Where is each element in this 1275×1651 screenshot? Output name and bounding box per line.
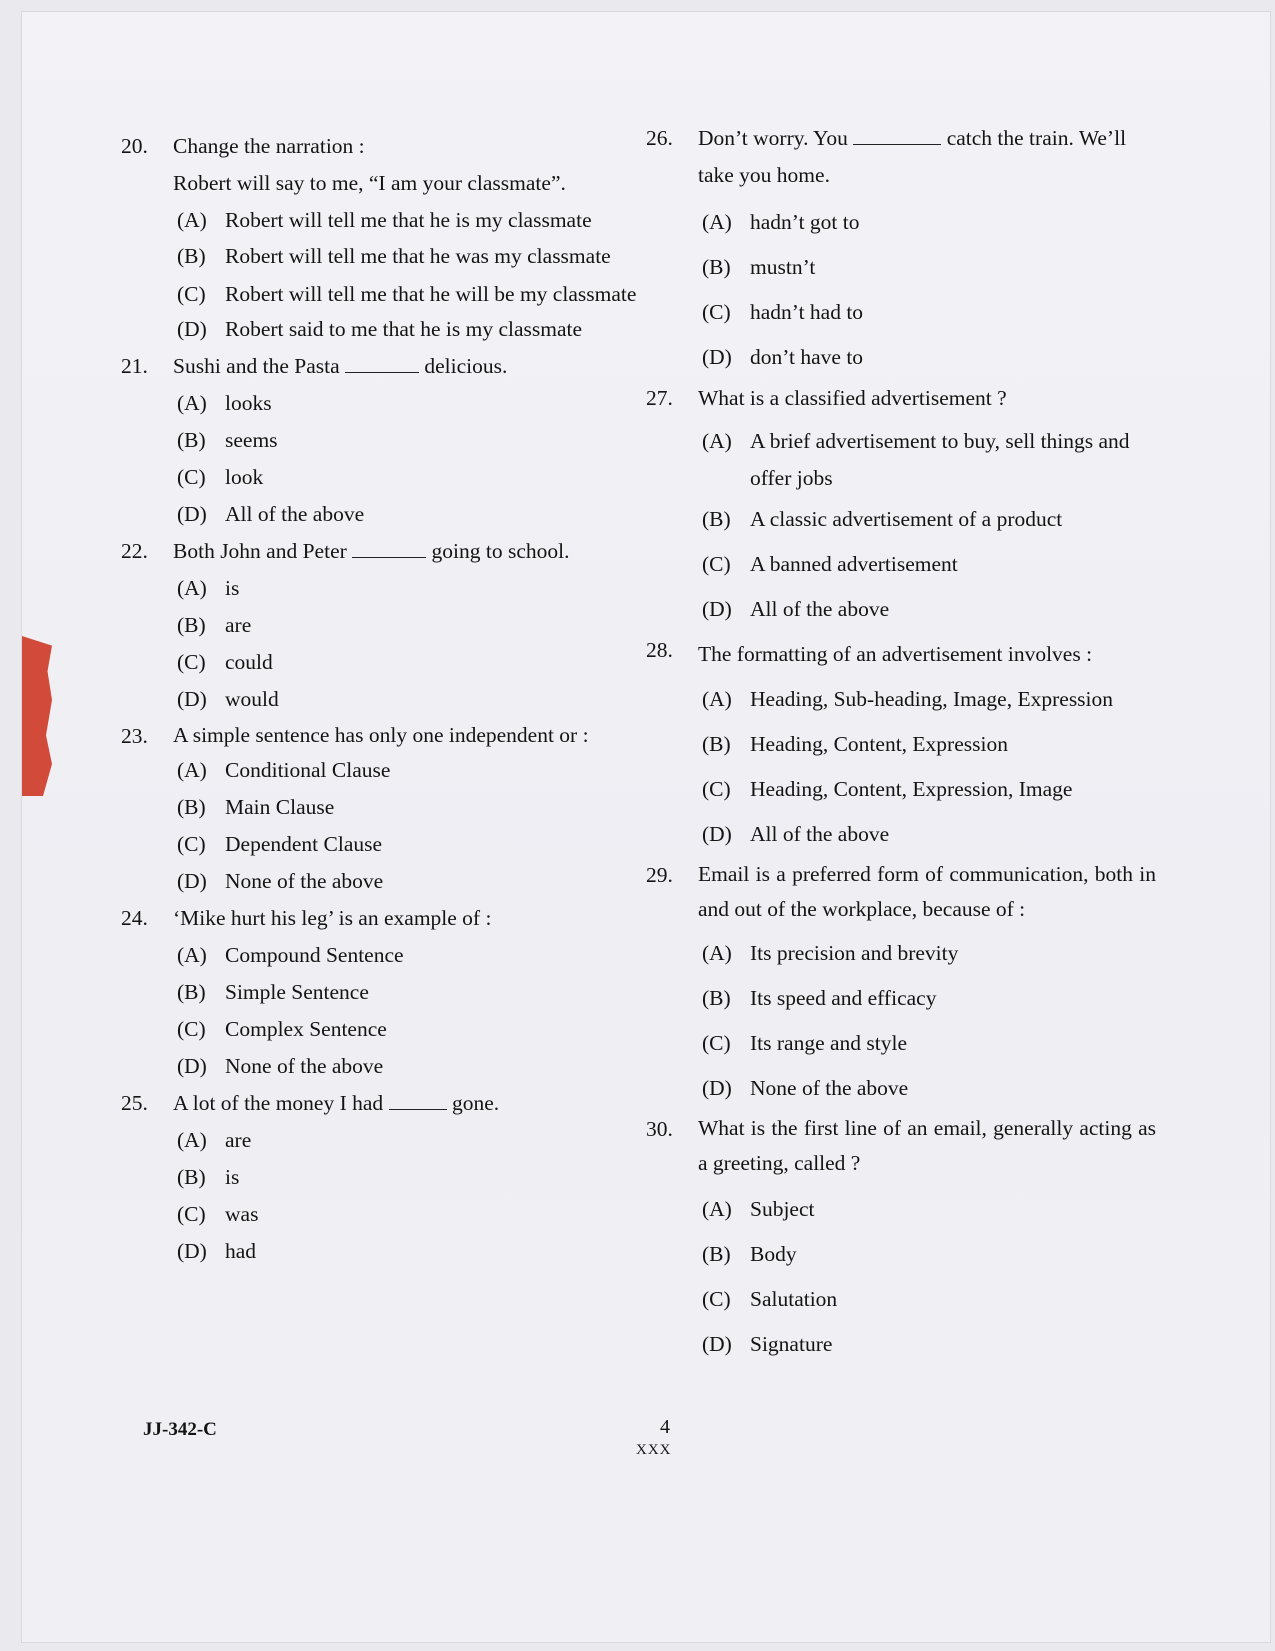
option-text: All of the above (750, 597, 890, 621)
option-label: (A) (702, 429, 732, 453)
question-number: 25. (121, 1091, 148, 1115)
option-label: (A) (702, 1197, 732, 1221)
question-20 (121, 128, 661, 348)
option-text: Robert will tell me that he was my classmate (225, 244, 611, 268)
question-25 (121, 1085, 661, 1270)
option-d (702, 812, 1156, 857)
option-label: (D) (702, 1076, 732, 1100)
option-label: (D) (177, 1239, 207, 1263)
option-text: hadn’t had to (750, 300, 864, 324)
question-number: 23. (121, 724, 148, 748)
stem-part: going to school. (431, 539, 570, 563)
option-c (177, 644, 661, 681)
option-b (702, 497, 1156, 542)
option-a (702, 931, 1156, 976)
option-a (177, 1122, 661, 1159)
option-a (702, 1187, 1156, 1232)
option-text: Signature (750, 1332, 833, 1356)
question-number: 30. (646, 1117, 673, 1141)
question-number: 21. (121, 354, 148, 378)
option-a (177, 752, 661, 789)
option-text: Heading, Content, Expression (750, 732, 1008, 756)
option-label: (D) (702, 822, 732, 846)
answer-blank (389, 1091, 447, 1110)
option-b (702, 976, 1156, 1021)
question-stem: What is the first line of an email, generally acting as a greeting, called ? (698, 1116, 1156, 1175)
option-text: Complex Sentence (225, 1017, 387, 1041)
question-30 (646, 1111, 1156, 1367)
option-label: (C) (177, 832, 206, 856)
option-b (702, 245, 1156, 290)
option-a (702, 423, 1156, 497)
option-label: (C) (177, 650, 206, 674)
stem-part: gone. (451, 1091, 500, 1115)
option-text: are (225, 613, 252, 637)
question-24 (121, 900, 661, 1085)
option-text: A banned advertisement (750, 552, 958, 576)
option-label: (D) (702, 1332, 732, 1356)
question-27 (646, 380, 1156, 632)
option-text: Heading, Content, Expression, Image (750, 777, 1073, 801)
option-label: (B) (177, 795, 206, 819)
option-text: Its precision and brevity (750, 941, 959, 965)
question-number: 28. (646, 638, 673, 662)
option-d (702, 1322, 1156, 1367)
question-28 (646, 632, 1156, 857)
answer-blank (345, 354, 419, 373)
option-text: None of the above (750, 1076, 909, 1100)
stem-part: Both John and Peter (173, 539, 347, 563)
option-text: was (225, 1202, 259, 1226)
option-c (177, 1196, 661, 1233)
option-label: (A) (177, 576, 207, 600)
option-c (702, 1021, 1156, 1066)
option-label: (A) (702, 687, 732, 711)
option-c (702, 290, 1156, 335)
option-text: None of the above (225, 869, 384, 893)
option-d (702, 1066, 1156, 1111)
option-label: (D) (702, 597, 732, 621)
option-text: seems (225, 428, 278, 452)
option-label: (D) (177, 1054, 207, 1078)
option-text: is (225, 576, 240, 600)
option-text: looks (225, 391, 272, 415)
option-text: Its range and style (750, 1031, 908, 1055)
option-c (177, 459, 661, 496)
option-label: (A) (177, 1128, 207, 1152)
question-26-full (646, 120, 1156, 380)
option-text: Its speed and efficacy (750, 986, 937, 1010)
question-number: 24. (121, 906, 148, 930)
option-label: (B) (177, 244, 206, 268)
option-label: (B) (177, 613, 206, 637)
option-label: (B) (702, 255, 731, 279)
option-text: Main Clause (225, 795, 335, 819)
question-stem: What is a classified advertisement ? (698, 386, 1007, 410)
option-label: (A) (702, 210, 732, 234)
question-stem: Change the narration : (173, 134, 365, 158)
option-text: Heading, Sub-heading, Image, Expression (750, 687, 1114, 711)
option-label: (D) (177, 687, 207, 711)
stem-part: delicious. (424, 354, 508, 378)
option-label: (D) (702, 345, 732, 369)
option-label: (C) (177, 465, 206, 489)
option-d (177, 681, 661, 718)
option-c (702, 767, 1156, 812)
option-d (177, 496, 661, 533)
option-a (177, 385, 661, 422)
option-text: Conditional Clause (225, 758, 391, 782)
stem-part: A lot of the money I had (173, 1091, 384, 1115)
option-label: (A) (177, 208, 207, 232)
answer-blank (352, 539, 426, 558)
option-c (177, 277, 661, 311)
option-a (177, 570, 661, 607)
option-text: are (225, 1128, 252, 1152)
question-stem (698, 120, 1156, 194)
option-text: All of the above (750, 822, 890, 846)
option-label: (B) (177, 1165, 206, 1189)
page-number: 4 (660, 1416, 670, 1438)
option-label: (A) (702, 941, 732, 965)
question-number: 26. (646, 126, 673, 150)
option-text: None of the above (225, 1054, 384, 1078)
option-text: Simple Sentence (225, 980, 369, 1004)
option-text: Robert said to me that he is my classmate (225, 317, 583, 341)
option-b (177, 789, 661, 826)
question-number: 20. (121, 134, 148, 158)
option-a (177, 937, 661, 974)
question-stem: ‘Mike hurt his leg’ is an example of : (173, 906, 492, 930)
option-label: (C) (702, 1031, 731, 1055)
option-label: (A) (177, 391, 207, 415)
option-text: is (225, 1165, 240, 1189)
option-c (702, 542, 1156, 587)
option-label: (D) (177, 869, 207, 893)
option-label: (D) (177, 502, 207, 526)
question-stem: Email is a preferred form of communication, both in and out of the workplace, because of : (698, 862, 1156, 921)
option-label: (A) (177, 943, 207, 967)
option-b (177, 239, 661, 273)
option-text: could (225, 650, 273, 674)
option-label: (B) (702, 1242, 731, 1266)
option-text: mustn’t (750, 255, 816, 279)
option-label: (B) (177, 428, 206, 452)
option-c (702, 1277, 1156, 1322)
option-a (702, 200, 1156, 245)
option-label: (C) (702, 552, 731, 576)
option-label: (A) (177, 758, 207, 782)
stem-part: Don’t worry. You (698, 126, 848, 150)
option-text: Body (750, 1242, 797, 1266)
torn-sticker (22, 636, 52, 796)
option-label: (C) (177, 1017, 206, 1041)
option-d (177, 1048, 661, 1085)
option-d (702, 335, 1156, 380)
option-text: would (225, 687, 279, 711)
option-d (702, 587, 1156, 632)
answer-blank (853, 126, 941, 145)
option-text: Dependent Clause (225, 832, 383, 856)
option-label: (C) (702, 1287, 731, 1311)
stem-part: Sushi and the Pasta (173, 354, 340, 378)
option-label: (B) (702, 507, 731, 531)
option-b (177, 974, 661, 1011)
option-a (702, 677, 1156, 722)
question-number: 27. (646, 386, 673, 410)
question-number: 29. (646, 863, 673, 887)
option-b (702, 722, 1156, 767)
question-stem (173, 348, 661, 385)
option-label: (B) (177, 980, 206, 1004)
option-d (177, 311, 661, 348)
question-stem: A simple sentence has only one independent or : (173, 723, 589, 747)
option-text: hadn’t got to (750, 210, 860, 234)
option-text: Robert will tell me that he will be my classmate (225, 282, 637, 306)
option-text: All of the above (225, 502, 365, 526)
option-text: Compound Sentence (225, 943, 404, 967)
option-text: Robert will tell me that he is my classmate (225, 208, 592, 232)
option-b (177, 1159, 661, 1196)
option-label: (C) (702, 300, 731, 324)
left-column (121, 128, 661, 1270)
question-stem-line2: Robert will say to me, “I am your classmate”. (173, 171, 566, 195)
question-stem (173, 1085, 661, 1122)
paper-code: JJ-342-C (143, 1419, 217, 1440)
option-a (177, 202, 661, 239)
footer-mark: XXX (636, 1442, 672, 1458)
option-b (177, 422, 661, 459)
option-d (177, 863, 661, 900)
question-number: 22. (121, 539, 148, 563)
option-text: Salutation (750, 1287, 838, 1311)
option-label: (C) (177, 282, 206, 306)
question-22 (121, 533, 661, 718)
stem-part: catch the train. We’ll take you home. (698, 126, 1127, 187)
option-c (177, 1011, 661, 1048)
option-label: (B) (702, 732, 731, 756)
option-b (177, 607, 661, 644)
option-text: Subject (750, 1197, 815, 1221)
option-text: had (225, 1239, 257, 1263)
question-stem (173, 533, 661, 570)
question-21 (121, 348, 661, 533)
option-label: (D) (177, 317, 207, 341)
option-text: look (225, 465, 264, 489)
option-b (702, 1232, 1156, 1277)
option-text: A brief advertisement to buy, sell things and offer jobs (750, 429, 1130, 490)
question-23 (121, 718, 661, 900)
option-c (177, 826, 661, 863)
option-d (177, 1233, 661, 1270)
question-29 (646, 857, 1156, 1111)
option-label: (C) (177, 1202, 206, 1226)
option-label: (B) (702, 986, 731, 1010)
option-text: don’t have to (750, 345, 864, 369)
question-stem: The formatting of an advertisement involves : (698, 642, 1093, 666)
option-text: A classic advertisement of a product (750, 507, 1063, 531)
option-label: (C) (702, 777, 731, 801)
right-column-body (646, 120, 1156, 1367)
